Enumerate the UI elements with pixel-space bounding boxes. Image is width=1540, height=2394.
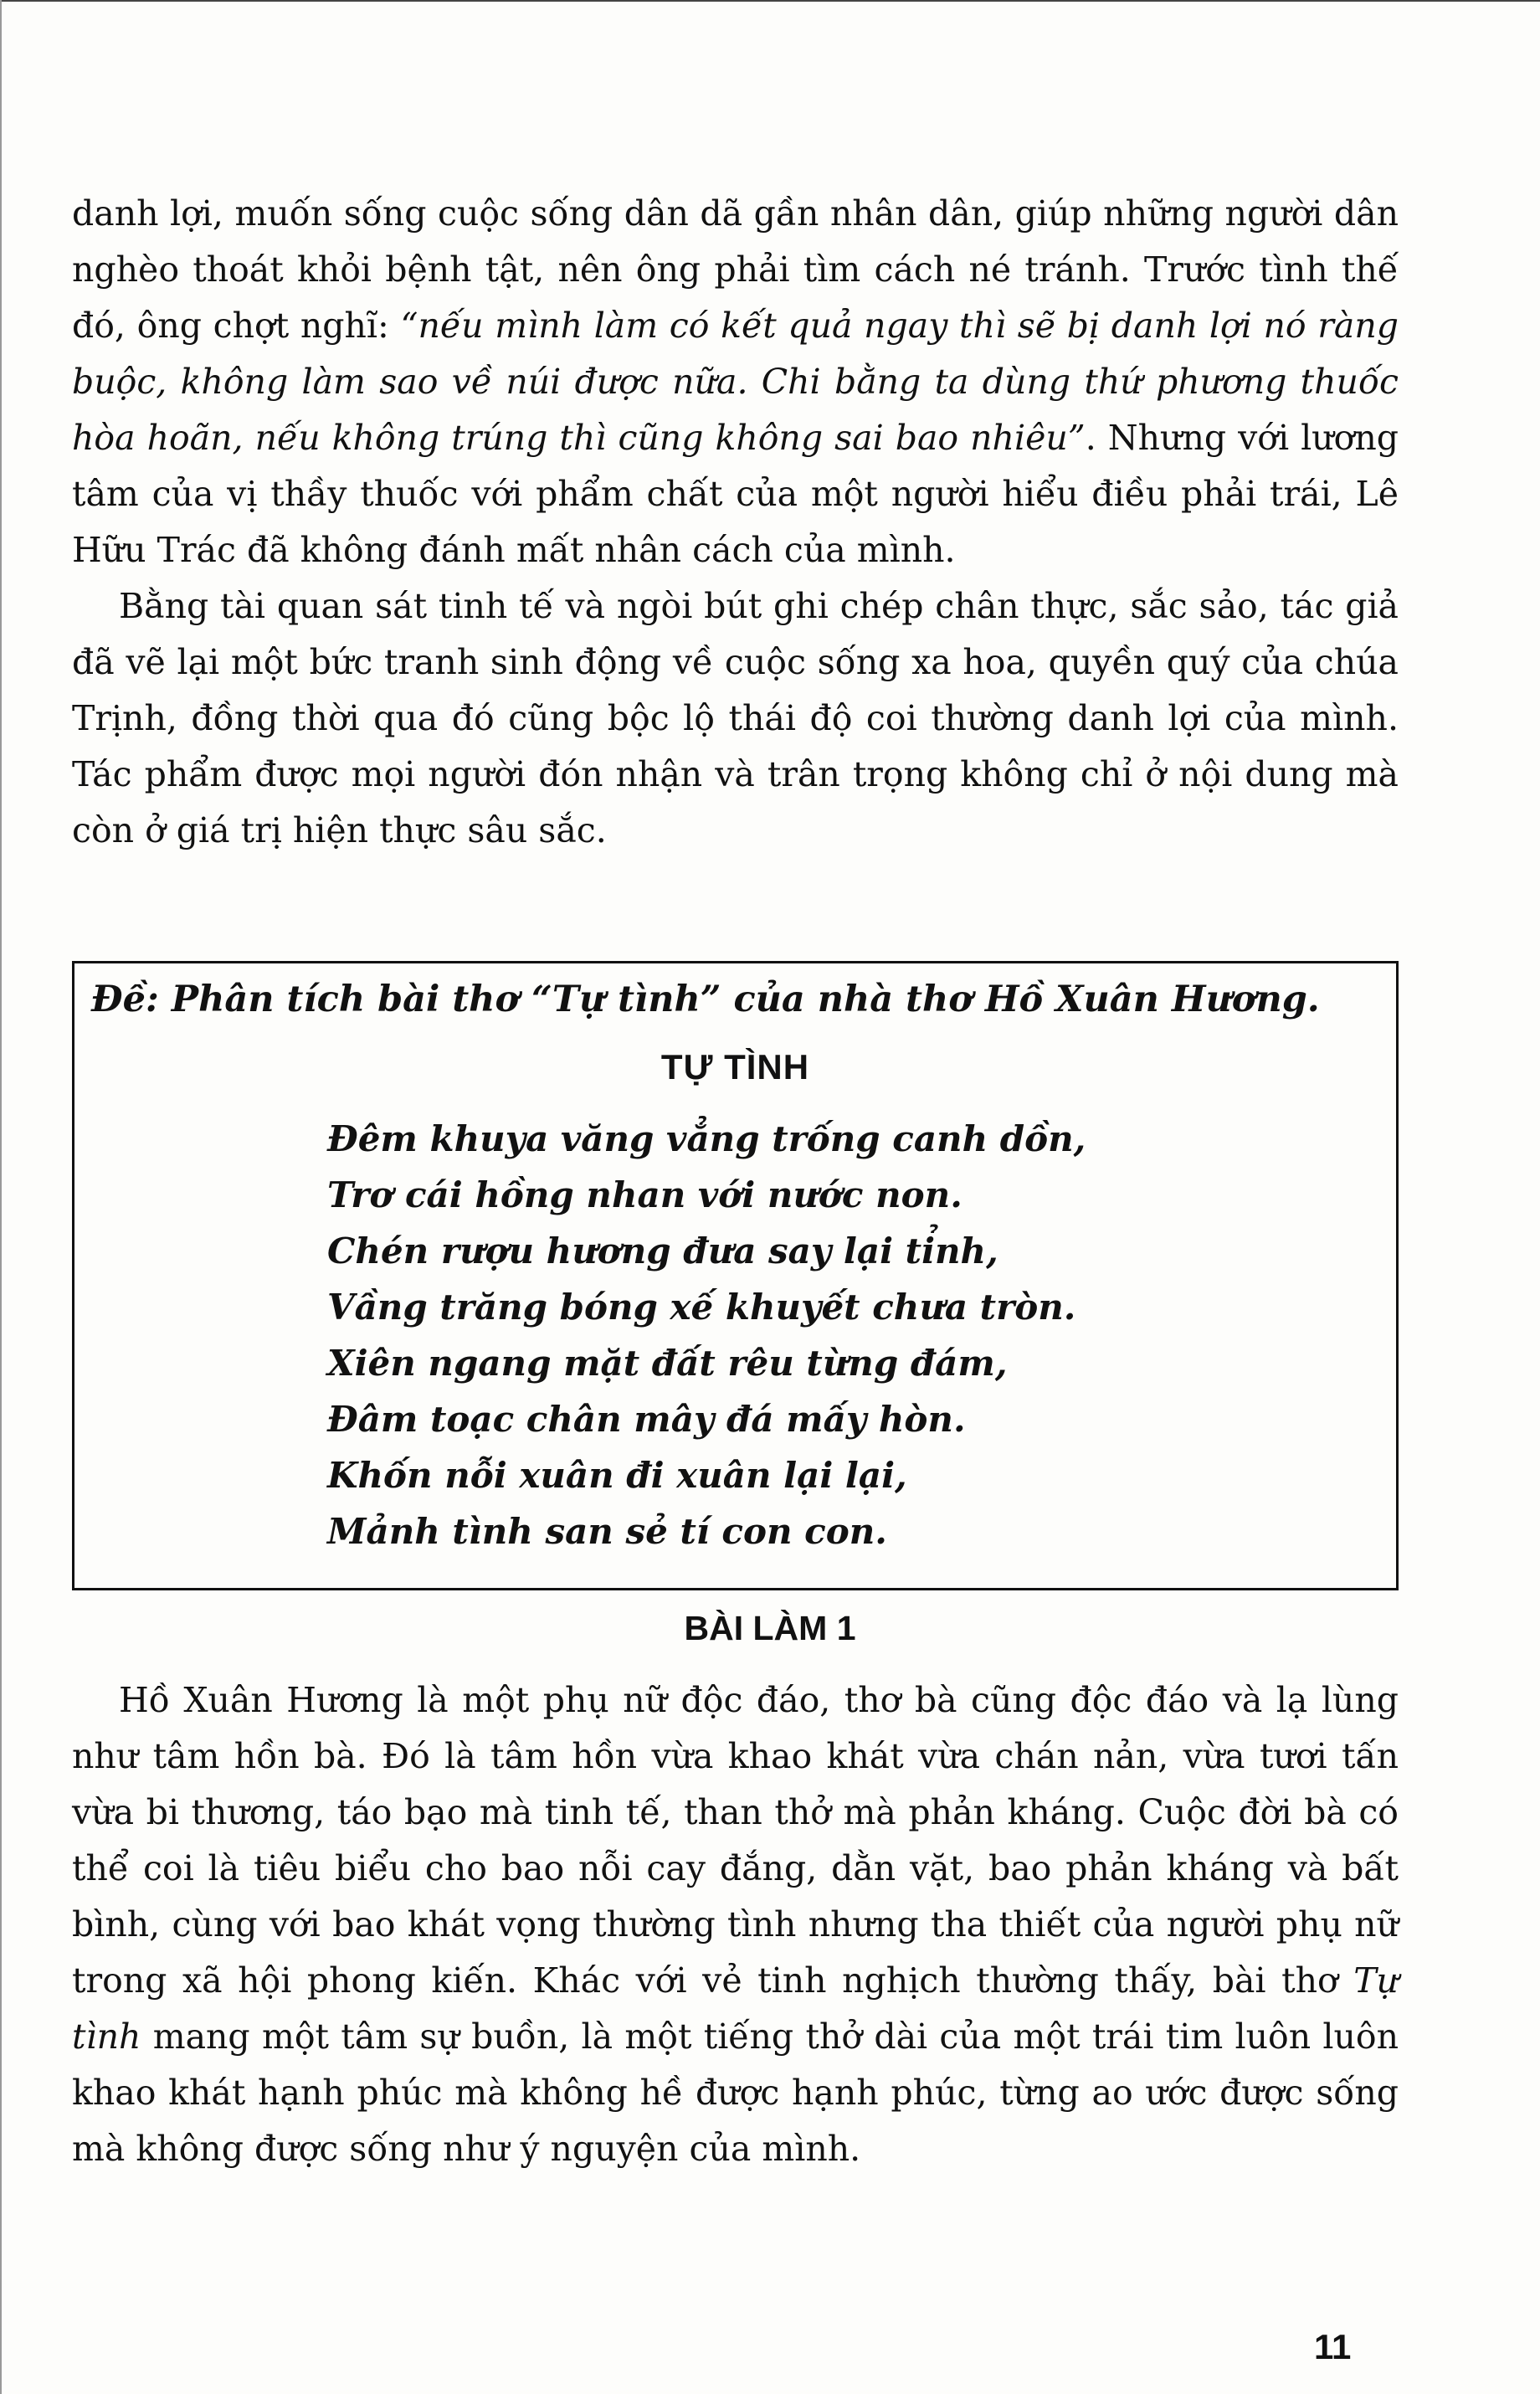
intro-paragraph-1-start: danh lợi, muốn sống cuộc sống dân dã gần nhân dân, giúp những người dân nghèo thoát khỏi bệnh tật, nên ông phải tìm cách né tránh. Trước tình thế đó, ông chợt nghĩ: xyxy=(72,193,1399,346)
poem-line: Đâm toạc chân mây đá mấy hòn. xyxy=(327,1399,966,1440)
intro-text xyxy=(72,186,1399,859)
section-heading: BÀI LÀM 1 xyxy=(684,1609,856,1647)
exercise-prompt: Đề: Phân tích bài thơ “Tự tình” của nhà thơ Hồ Xuân Hương. xyxy=(91,979,1320,1020)
poem-title-reference: Tự tình xyxy=(72,1960,1399,2057)
poem-line: Trơ cái hồng nhan với nước non. xyxy=(327,1174,963,1215)
poem-title: TỰ TÌNH xyxy=(660,1047,810,1087)
intro-paragraph-1 xyxy=(72,186,1399,578)
exercise-prompt-box xyxy=(72,961,1399,1590)
poem-line: Chén rượu hương đưa say lại tỉnh, xyxy=(327,1230,998,1271)
page-number: 11 xyxy=(1314,2327,1352,2366)
essay-paragraph xyxy=(72,1672,1399,2177)
poem-line: Mảnh tình san sẻ tí con con. xyxy=(327,1511,887,1552)
poem xyxy=(327,1111,1086,1559)
essay-paragraph-end: mang một tâm sự buồn, là một tiếng thở dài của một trái tim luôn luôn khao khát hạnh phúc mà không hề được hạnh phúc, từng ao ước được sống mà không được sống như ý nguyện của mình. xyxy=(72,2016,1399,2169)
left-page-edge xyxy=(0,0,7,2394)
poem-line: Xiên ngang mặt đất rêu từng đám, xyxy=(327,1343,1008,1384)
intro-paragraph-2: Bằng tài quan sát tinh tế và ngòi bút ghi chép chân thực, sắc sảo, tác giả đã vẽ lại một bức tranh sinh động về cuộc sống xa hoa, quyền quý của chúa Trịnh, đồng thời qua đó cũng bộc lộ thái độ coi thường danh lợi của mình. Tác phẩm được mọi người đón nhận và trân trọng không chỉ ở nội dung mà còn ở giá trị hiện thực sâu sắc. xyxy=(72,586,1399,850)
poem-line: Vầng trăng bóng xế khuyết chưa tròn. xyxy=(327,1287,1076,1328)
intro-quote: “nếu mình làm có kết quả ngay thì sẽ bị danh lợi nó ràng buộc, không làm sao về núi được nữa. Chi bằng ta dùng thứ phương thuốc hòa hoãn, nếu không trúng thì cũng không sai bao nhiêu” xyxy=(72,306,1399,458)
essay-text xyxy=(72,1672,1399,2177)
essay-paragraph-start: Hồ Xuân Hương là một phụ nữ độc đáo, thơ bà cũng độc đáo và lạ lùng như tâm hồn bà. Đó là tâm hồn vừa khao khát vừa chán nản, vừa tươi tấn vừa bi thương, táo bạo mà tinh tế, than thở mà phản kháng. Cuộc đời bà có thể coi là tiêu biểu cho bao nỗi cay đắng, dằn vặt, bao phản kháng và bất bình, cùng với bao khát vọng thường tình nhưng tha thiết của người phụ nữ trong xã hội phong kiến. Khác với vẻ tinh nghịch thường thấy, bài thơ xyxy=(72,1680,1399,2001)
top-page-edge xyxy=(0,0,1540,7)
poem-line: Khốn nỗi xuân đi xuân lại lại, xyxy=(327,1455,907,1496)
intro-paragraph-1-end: . Nhưng với lương tâm của vị thầy thuốc với phẩm chất của một người hiểu điều phải trái, Lê Hữu Trác đã không đánh mất nhân cách của mình. xyxy=(72,418,1399,570)
poem-line: Đêm khuya văng vẳng trống canh dồn, xyxy=(327,1118,1086,1159)
